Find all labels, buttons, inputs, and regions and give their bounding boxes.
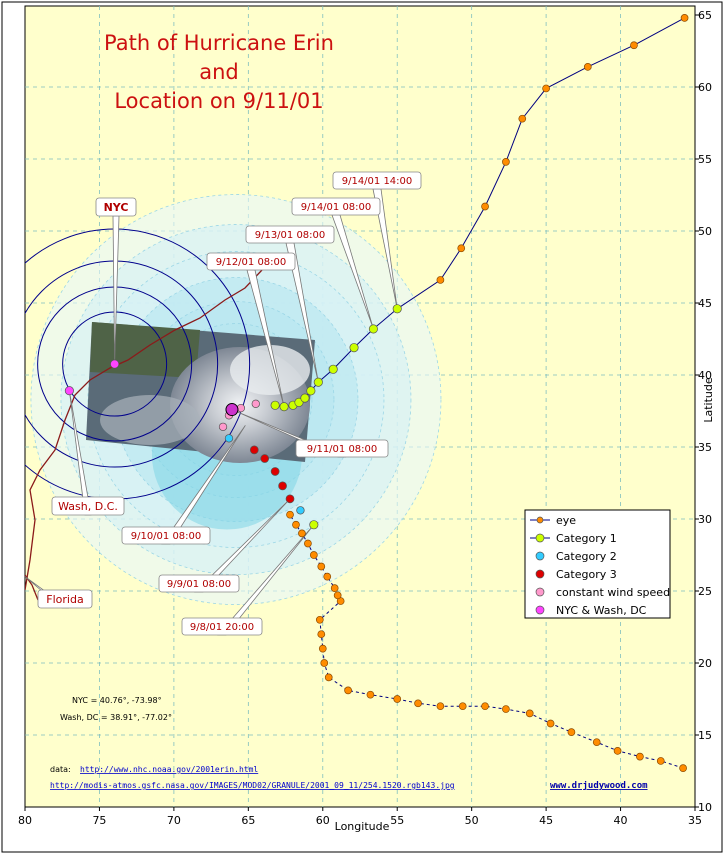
point-eye (630, 42, 637, 49)
callout-label: 9/12/01 08:00 (215, 257, 287, 268)
point-eye (318, 563, 325, 570)
point-eye (543, 85, 550, 92)
legend-box (525, 510, 670, 618)
point-category-3 (286, 495, 294, 503)
legend-marker (536, 552, 544, 560)
point-eye (657, 757, 664, 764)
point-category-3 (250, 446, 258, 454)
point-nyc-wash-dc (110, 360, 118, 368)
point-eye (680, 765, 687, 772)
point-eye (298, 530, 305, 537)
point-eye (681, 14, 688, 21)
point-eye (437, 276, 444, 283)
point-eye (394, 696, 401, 703)
point-eye (502, 706, 509, 713)
point-category-1 (271, 401, 279, 409)
point-eye (415, 700, 422, 707)
chart-title-line-3: Location on 9/11/01 (114, 89, 324, 113)
x-axis-label: Longitude (334, 820, 390, 833)
city-label: Wash, D.C. (58, 500, 118, 513)
callout-label: 9/14/01 08:00 (300, 202, 372, 213)
legend-marker (536, 570, 544, 578)
point-eye (584, 63, 591, 70)
city-label: NYC (103, 201, 129, 214)
point-category-1 (280, 402, 288, 410)
dc-coordinate-note: Wash, DC = 38.91°, -77.02° (60, 713, 172, 722)
y-tick-label: 30 (698, 513, 712, 526)
point-eye (310, 552, 317, 559)
point-category-3 (279, 482, 287, 490)
point-eye (321, 660, 328, 667)
callout-label: 9/9/01 08:00 (166, 579, 232, 590)
legend-label: NYC & Wash, DC (556, 604, 647, 617)
legend-label: Category 2 (556, 550, 617, 563)
callout-label: 9/14/01 14:00 (341, 176, 413, 187)
x-tick-label: 45 (539, 814, 554, 827)
x-tick-label: 80 (18, 814, 32, 827)
point-eye (519, 115, 526, 122)
legend-label: Category 3 (556, 568, 617, 581)
callout-label: 9/8/01 20:00 (189, 622, 255, 633)
point-eye (331, 585, 338, 592)
y-tick-label: 15 (698, 729, 712, 742)
x-tick-label: 60 (315, 814, 330, 827)
callout (159, 575, 239, 592)
callout (246, 226, 334, 243)
brand-link[interactable]: www.drjudywood.com (550, 781, 648, 791)
x-tick-label: 50 (464, 814, 479, 827)
point-category-1 (301, 394, 309, 402)
point-category-2 (297, 507, 305, 515)
chart-title-line-2: and (199, 60, 239, 84)
y-tick-label: 10 (698, 801, 712, 814)
point-category-1 (307, 387, 315, 395)
callout-label: 9/11/01 08:00 (306, 444, 378, 455)
y-tick-label: 55 (698, 153, 712, 166)
legend-label: Category 1 (556, 532, 617, 545)
point-eye (319, 645, 326, 652)
point-eye (287, 511, 294, 518)
point-eye (334, 592, 341, 599)
x-tick-label: 35 (688, 814, 702, 827)
callout (292, 198, 380, 215)
y-axis-label: Latitude (702, 377, 715, 423)
legend-label: constant wind speed (556, 586, 671, 599)
callout (207, 253, 295, 270)
city-label: Florida (46, 593, 84, 606)
point-eye (325, 674, 332, 681)
chart-title-line-1: Path of Hurricane Erin (104, 31, 334, 55)
callout (296, 440, 388, 457)
point-eye (636, 753, 643, 760)
data-link-nhc[interactable]: http://www.nhc.noaa.gov/2001erin.html (80, 765, 259, 774)
point-category-1 (329, 365, 337, 373)
point-eye (324, 573, 331, 580)
y-tick-label: 40 (698, 369, 712, 382)
data-link-modis[interactable]: http://modis-atmos.gsfc.nasa.gov/IMAGES/MOD02/GRANULE/2001_09_11/254.1520.rgb143.jpg (50, 781, 455, 790)
data-prefix: data: (50, 765, 71, 774)
point-eye (482, 703, 489, 710)
x-tick-label: 55 (390, 814, 405, 827)
x-tick-label: 75 (92, 814, 107, 827)
point-category-1 (369, 325, 377, 333)
callout-label: 9/13/01 08:00 (254, 230, 326, 241)
point-eye (502, 158, 509, 165)
point-eye (547, 720, 554, 727)
y-tick-label: 60 (698, 81, 712, 94)
point-eye (568, 729, 575, 736)
legend-marker (536, 534, 544, 542)
x-tick-label: 40 (613, 814, 628, 827)
point-eye (367, 691, 374, 698)
legend (525, 510, 670, 618)
point-eye (292, 521, 299, 528)
nyc-coordinate-note: NYC = 40.76°, -73.98° (72, 696, 162, 705)
callout (333, 172, 421, 189)
legend-marker (536, 606, 544, 614)
point-eye (458, 245, 465, 252)
point-constant-wind-speed (252, 400, 260, 408)
callout (122, 527, 210, 544)
point-eye (459, 703, 466, 710)
point-category-3 (261, 455, 269, 463)
point-eye (593, 739, 600, 746)
point-category-1 (393, 305, 401, 313)
hurricane-center-911 (226, 404, 238, 416)
point-eye (482, 203, 489, 210)
point-nyc-wash-dc (65, 386, 73, 394)
point-constant-wind-speed (219, 423, 227, 431)
point-eye (437, 703, 444, 710)
legend-label: eye (556, 514, 577, 527)
point-eye (526, 710, 533, 717)
point-eye (614, 747, 621, 754)
point-eye (318, 631, 325, 638)
point-eye (304, 540, 311, 547)
point-category-3 (271, 467, 279, 475)
point-eye (316, 616, 323, 623)
legend-marker (537, 517, 543, 523)
callout-label: 9/10/01 08:00 (130, 531, 202, 542)
point-category-1 (350, 343, 358, 351)
legend-marker (536, 588, 544, 596)
y-tick-label: 45 (698, 297, 712, 310)
point-eye (345, 687, 352, 694)
y-tick-label: 25 (698, 585, 712, 598)
x-tick-label: 70 (166, 814, 181, 827)
y-tick-label: 20 (698, 657, 712, 670)
x-tick-label: 65 (241, 814, 256, 827)
y-tick-label: 35 (698, 441, 712, 454)
callout (182, 618, 262, 635)
point-category-2 (225, 435, 233, 443)
y-tick-label: 50 (698, 225, 712, 238)
y-tick-label: 65 (698, 9, 712, 22)
point-category-1 (310, 521, 318, 529)
point-category-1 (314, 378, 322, 386)
